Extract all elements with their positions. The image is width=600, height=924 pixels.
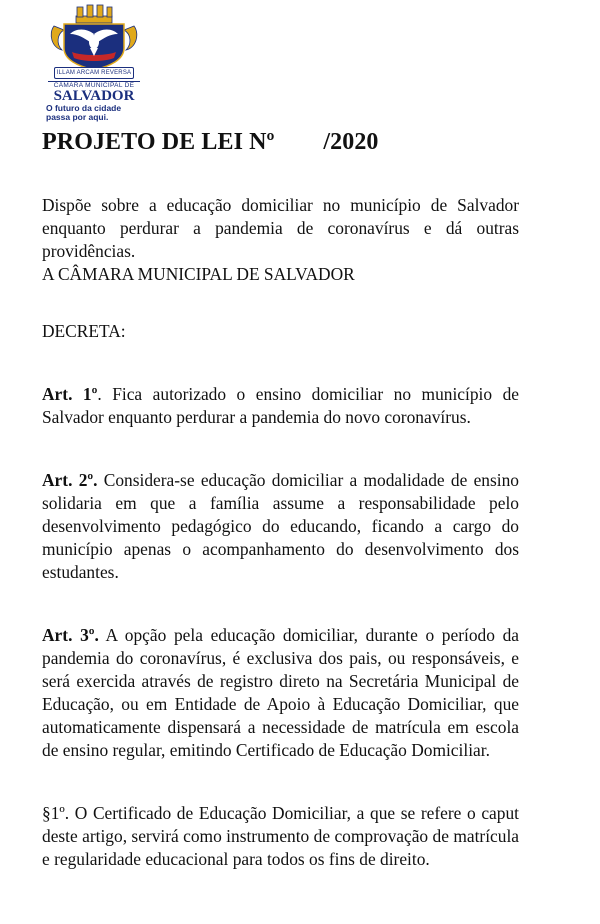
article-3 bbox=[42, 624, 519, 762]
logo-motto-banner: ILLAM ARCAM REVERSA bbox=[54, 67, 134, 79]
article-3-label: Art. 3º. bbox=[42, 625, 99, 645]
logo-org-name: SALVADOR bbox=[53, 88, 135, 104]
article-3-text: A opção pela educação domiciliar, durante o período da pandemia do coronavírus, é exclusiva dos pais, ou responsáveis, e será exercida através de registro direto na Secretária Municipal de Educação, ou em Entidade de Apoio à Educação Domiciliar, que automaticamente dispensará a necessidade de matrícula em escola de ensino regular, emitindo Certificado de Educação Domiciliar. bbox=[42, 625, 519, 760]
logo-slogan bbox=[46, 104, 146, 122]
logo-slogan-line-1: O futuro da cidade bbox=[46, 103, 122, 113]
logo-org-prefix: CÂMARA MUNICIPAL DE bbox=[48, 81, 140, 90]
article-2-text: Considera-se educação domiciliar a modalidade de ensino solidaria em que a família assume a responsabilidade pelo desenvolvimento pedagógico do educando, ficando a cargo do município apenas o acompanhamento do desenvolvimento dos estudantes. bbox=[42, 470, 519, 582]
article-1-text: . Fica autorizado o ensino domiciliar no município de Salvador enquanto perdurar a pandemia do novo coronavírus. bbox=[42, 384, 519, 427]
article-2-label: Art. 2º. bbox=[42, 470, 98, 490]
article-2 bbox=[42, 469, 519, 584]
camara-salvador-logo bbox=[44, 4, 144, 122]
decreta-line: DECRETA: bbox=[42, 321, 126, 341]
right-flourish-icon bbox=[124, 26, 137, 50]
article-1 bbox=[42, 383, 519, 429]
left-flourish-icon bbox=[51, 26, 64, 50]
logo-slogan-line-2: passa por aqui. bbox=[46, 112, 109, 122]
crown-icon bbox=[76, 5, 112, 23]
document-body bbox=[42, 194, 519, 871]
article-3-paragraph-1: §1º. O Certificado de Educação Domiciliar, a que se refere o caput deste artigo, servirá como instrumento de comprovação de matrícula e regularidade educacional para todos os fins de direito. bbox=[42, 803, 519, 869]
ementa: Dispõe sobre a educação domiciliar no município de Salvador enquanto perdurar a pandemia de coronavírus e dá outras providências. bbox=[42, 195, 519, 261]
document-title: PROJETO DE LEI Nº /2020 bbox=[42, 129, 379, 155]
article-1-label: Art. 1º bbox=[42, 384, 98, 404]
enacting-body: A CÂMARA MUNICIPAL DE SALVADOR bbox=[42, 264, 355, 284]
